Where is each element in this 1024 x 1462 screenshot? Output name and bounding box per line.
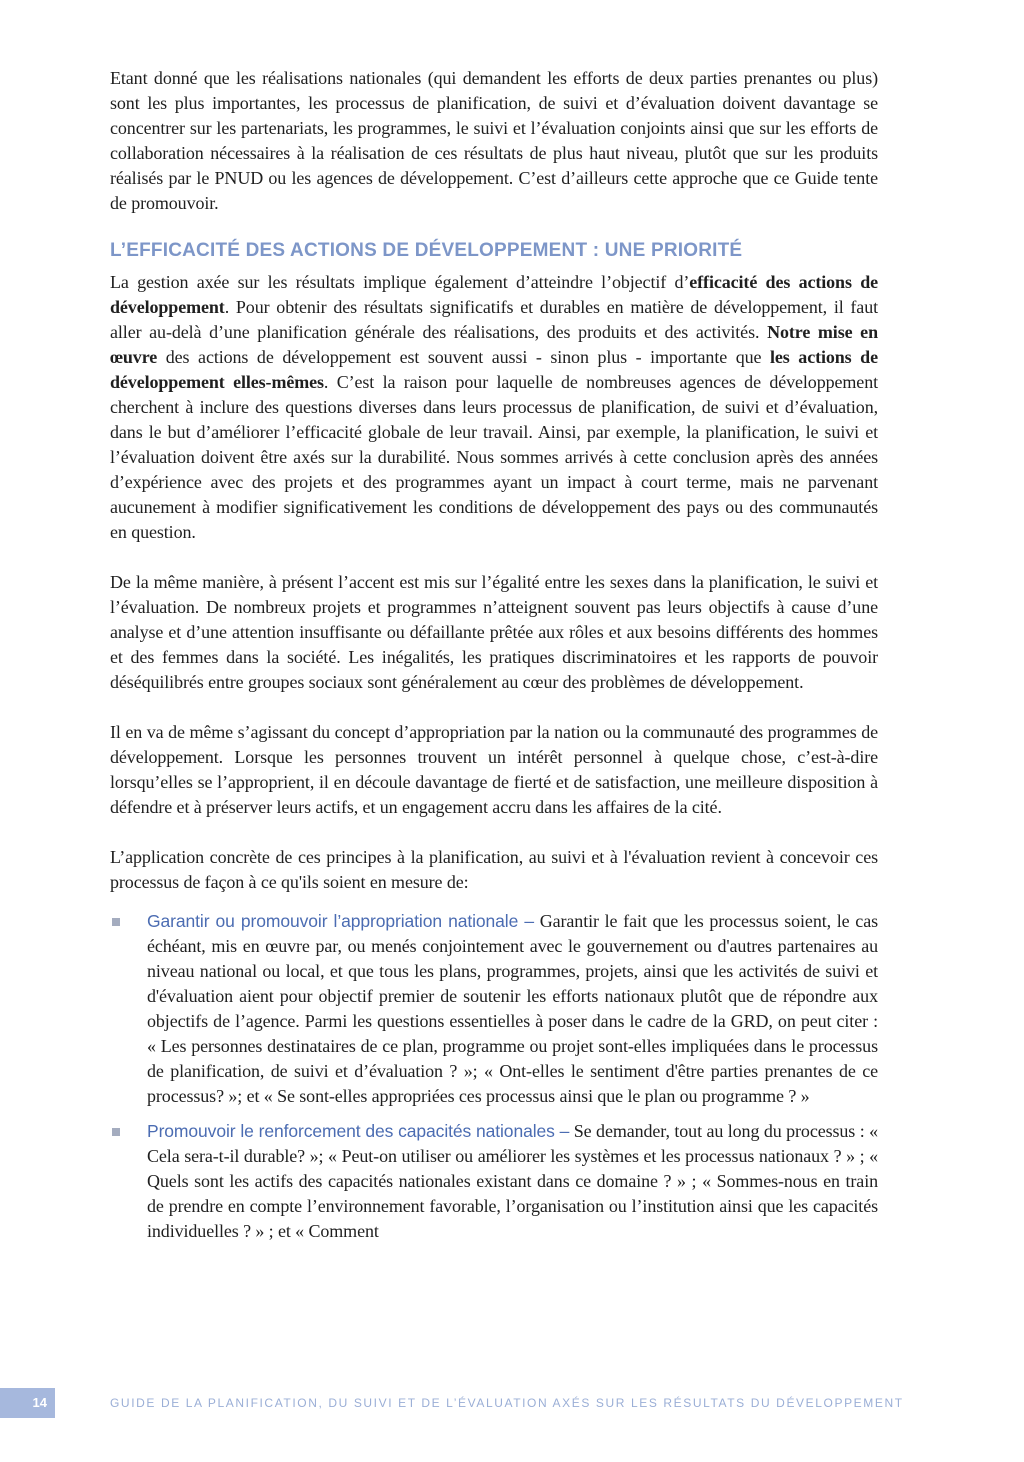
square-bullet-icon	[112, 1128, 120, 1136]
paragraph-text: . C’est la raison pour laquelle de nombreuses agences de développement cherchent à inclure des questions diverses dans leurs processus de planification, de suivi et d’évaluation, dans le but d’améliorer l’efficacité globale de leur travail. Ainsi, par exemple, la planification, le suivi et l’évaluation doivent être axés sur la durabilité. Nous sommes arrivés à cette conclusion après des années d’expérience avec des projets et des programmes ayant un impact à court terme, mais ne parvenant aucunement à modifier significativement les conditions de développement des pays ou des communautés en question.	[110, 372, 878, 542]
page-number: 14	[0, 1388, 55, 1418]
intro-paragraph: Etant donné que les réalisations nationales (qui demandent les efforts de deux parties prenantes ou plus) sont les plus importantes, les processus de planification, de suivi et d’évaluation doivent davantage se concentrer sur les partenariats, les programmes, le suivi et l’évaluation conjoints ainsi que sur les efforts de collaboration nécessaires à la réalisation de ces résultats de plus haut niveau, plutôt que sur les produits réalisés par le PNUD ou les agences de développement. C’est d’ailleurs cette approche que ce Guide tente de promouvoir.	[110, 68, 878, 213]
bullet-lead: Garantir ou promouvoir l’appropriation nationale –	[147, 911, 534, 931]
footer-title: GUIDE DE LA PLANIFICATION, DU SUIVI ET DE L’ÉVALUATION AXÉS SUR LES RÉSULTATS DU DÉVELOPPEMENT	[110, 1396, 904, 1410]
section-paragraph-2: De la même manière, à présent l’accent est mis sur l’égalité entre les sexes dans la planification, le suivi et l’évaluation. De nombreux projets et programmes n’atteignent souvent pas leurs objectifs à cause d’une analyse et d’une attention insuffisante ou défaillante prêtée aux rôles et aux besoins différents des hommes et des femmes dans la société. Les inégalités, les pratiques discriminatoires et les rapports de pouvoir déséquilibrés entre groupes sociaux sont généralement au cœur des problèmes de développement.	[110, 572, 878, 692]
list-item	[110, 1119, 878, 1244]
paragraph-text: La gestion axée sur les résultats implique également d’atteindre l’objectif d’	[110, 272, 690, 292]
bold-term-mise-en-oeuvre: Notre mise en œuvre	[110, 322, 878, 367]
section-paragraph-1	[110, 270, 878, 545]
bullet-text: Garantir le fait que les processus soient, le cas échéant, mis en œuvre par, ou menés conjointement avec le gouvernement ou d'autres partenaires au niveau national ou local, et que tous les plans, programmes, projets, ainsi que les activités de suivi et d'évaluation aient pour objectif premier de soutenir les efforts nationaux plutôt que de répondre aux objectifs de l’agence. Parmi les questions essentielles à poser dans le cadre de la GRD, on peut citer : « Les personnes destinataires de ce plan, programme ou projet sont-elles impliquées dans le processus de planification, de suivi et d’évaluation ? »; « Ont-elles le sentiment d'être parties prenantes de ce processus? »; et « Se sont-elles appropriées ces processus ainsi que le plan ou programme ? »	[147, 911, 878, 1106]
page-content	[110, 66, 878, 1254]
paragraph-text: des actions de développement est souvent aussi - sinon plus - importante que	[157, 347, 770, 367]
list-item	[110, 909, 878, 1109]
page-footer	[0, 1388, 1024, 1418]
section-paragraph-4: L’application concrète de ces principes à la planification, au suivi et à l'évaluation revient à concevoir ces processus de façon à ce qu'ils soient en mesure de:	[110, 847, 878, 892]
bold-term-efficacite: efficacité des actions de développement	[110, 272, 878, 317]
bullet-list	[110, 909, 878, 1244]
section-paragraph-3: Il en va de même s’agissant du concept d’appropriation par la nation ou la communauté des programmes de développement. Lorsque les personnes trouvent un intérêt personnel à quelque chose, c’est-à-dire lorsqu’elles se l’approprient, il en découle davantage de fierté et de satisfaction, une meilleure disposition à défendre et à préserver leurs actifs, et un engagement accru dans les affaires de la cité.	[110, 722, 878, 817]
bold-term-actions: les actions de développement elles-mêmes	[110, 347, 878, 392]
bullet-lead: Promouvoir le renforcement des capacités nationales –	[147, 1121, 570, 1141]
bullet-text: Se demander, tout au long du processus : « Cela sera-t-il durable? »; « Peut-on utiliser ou améliorer les systèmes et les processus nationaux ? » ; « Quels sont les actifs des capacités nationales existant dans ce domaine ? » ; « Sommes-nous en train de prendre en compte l’environnement favorable, l’organisation ou l’institution ainsi que les capacités individuelles ? » ; et « Comment	[147, 1121, 878, 1241]
section-heading: L’EFFICACITÉ DES ACTIONS DE DÉVELOPPEMENT : UNE PRIORITÉ	[110, 240, 743, 261]
square-bullet-icon	[112, 918, 120, 926]
paragraph-text: . Pour obtenir des résultats significatifs et durables en matière de développement, il faut aller au-delà d’une planification générale des réalisations, des produits et des activités.	[110, 297, 878, 342]
